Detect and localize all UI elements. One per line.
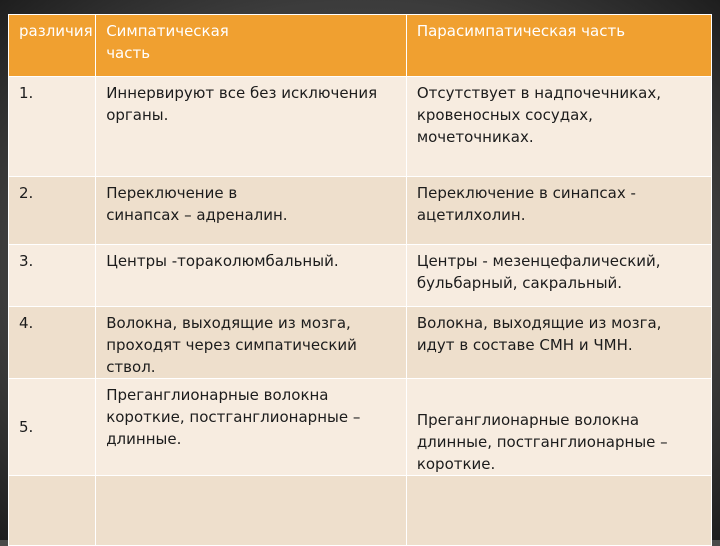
row-number-cell: 1. [9,77,96,177]
row-number-cell: 4. [9,307,96,379]
parasympathetic-cell: Преганглионарные волокна длинные, постганглионарные – короткие. [406,379,711,476]
table-row [9,177,712,245]
row-number-cell: 2. [9,177,96,245]
parasympathetic-cell: Переключение в синапсах - ацетилхолин. [406,177,711,245]
sympathetic-cell: Волокна, выходящие из мозга, проходят через симпатический ствол. [96,307,407,379]
sympathetic-cell: Переключение в синапсах – адреналин. [96,177,407,245]
parasympathetic-cell: Отсутствует в надпочечниках, кровеносных сосудах, мочеточниках. [406,77,711,177]
row-number-cell: 3. [9,245,96,307]
header-cell-parasympathetic: Парасимпатическая часть [406,15,711,77]
parasympathetic-cell: Центры - мезенцефалический, бульбарный, сакральный. [406,245,711,307]
parasympathetic-cell: Волокна, выходящие из мозга, идут в составе СМН и ЧМН. [406,307,711,379]
row-number-cell: 5. [9,379,96,476]
header-cell-sympathetic: Симпатическая часть [96,15,407,77]
empty-cell [406,476,711,546]
table-row [9,307,712,379]
sympathetic-cell: Преганглионарные волокна короткие, постганглионарные – длинные. [96,379,407,476]
comparison-table [8,14,712,546]
sympathetic-cell: Центры -тораколюмбальный. [96,245,407,307]
sympathetic-cell: Иннервируют все без исключения органы. [96,77,407,177]
header-cell-differences: различия [9,15,96,77]
table-row [9,476,712,546]
table-row [9,379,712,476]
empty-cell [96,476,407,546]
table-row [9,77,712,177]
table-row [9,245,712,307]
empty-cell [9,476,96,546]
table-header-row [9,15,712,77]
